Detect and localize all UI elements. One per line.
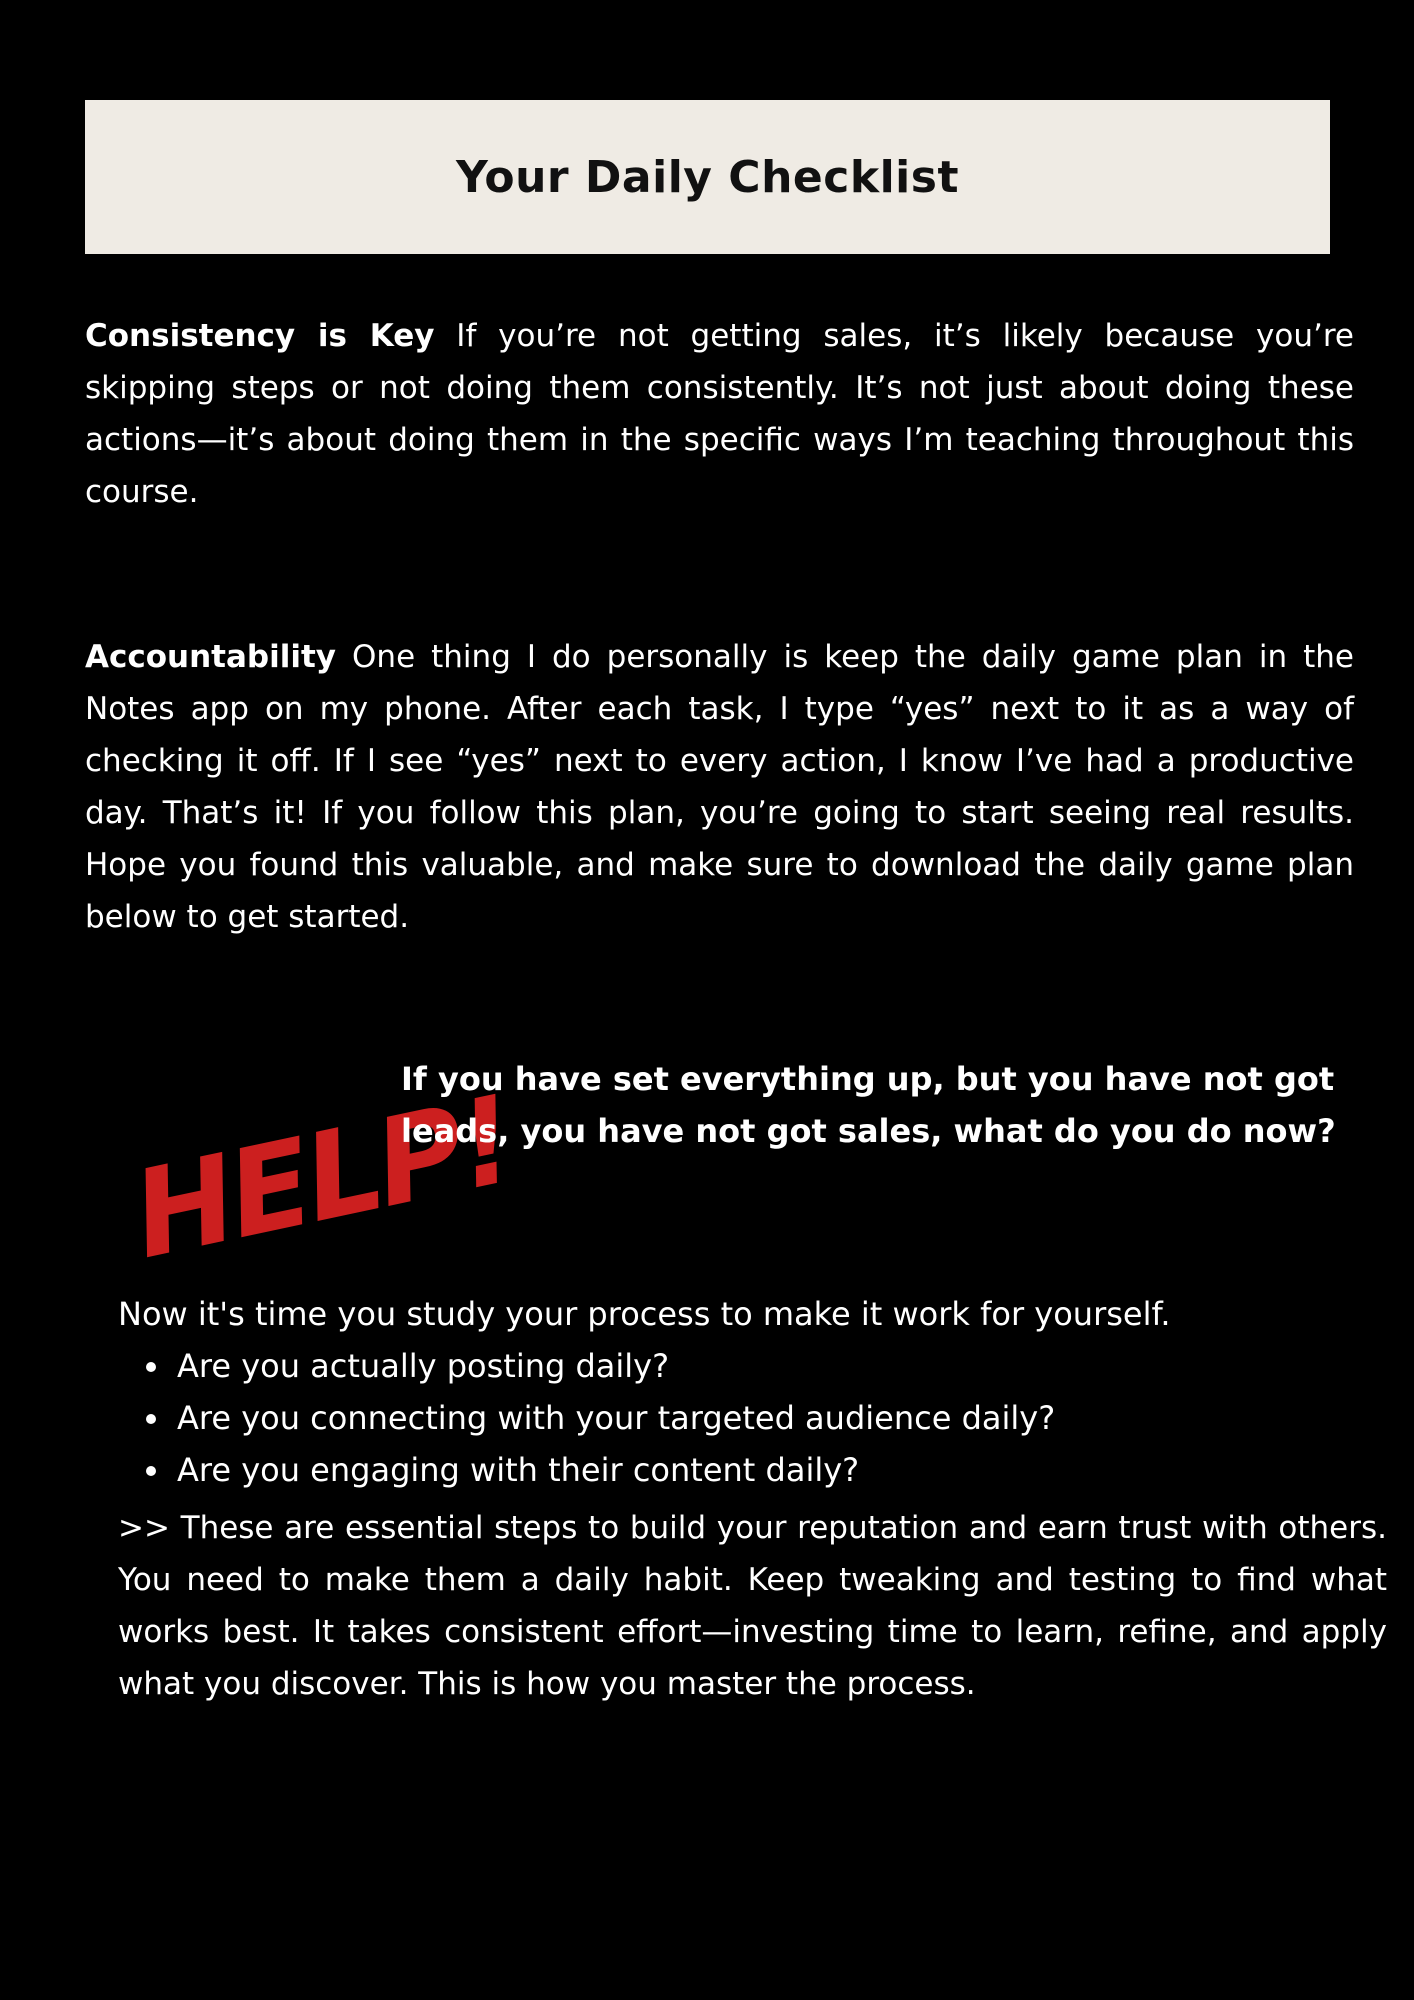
- checklist-item: [118, 1444, 1387, 1496]
- help-question: If you have set everything up, but you have not got leads, you have not got sales, what do you do now?: [401, 1060, 1336, 1150]
- process-section: [118, 1288, 1387, 1710]
- checklist-item-text: Are you actually posting daily?: [177, 1347, 670, 1385]
- bullet-icon: [146, 1414, 156, 1424]
- accountability-paragraph: [85, 631, 1354, 943]
- consistency-paragraph: [85, 310, 1354, 518]
- help-graphic: [110, 1058, 524, 1287]
- process-intro: Now it's time you study your process to make it work for yourself.: [118, 1295, 1171, 1333]
- bullet-icon: [146, 1466, 156, 1476]
- checklist-item: [118, 1340, 1387, 1392]
- process-checklist: [118, 1340, 1387, 1496]
- consistency-heading: Consistency is Key: [85, 318, 435, 354]
- checklist-item: [118, 1392, 1387, 1444]
- consistency-body: If you’re not getting sales, it’s likely because you’re skipping steps or not doing them consistently. It’s not just about doing these actions—it’s about doing them in the specific ways I’m teaching throughout this course.: [85, 318, 1354, 510]
- page-title: Your Daily Checklist: [456, 151, 959, 203]
- checklist-item-text: Are you connecting with your targeted audience daily?: [177, 1399, 1056, 1437]
- bullet-icon: [146, 1362, 156, 1372]
- accountability-heading: Accountability: [85, 639, 337, 675]
- help-exclamation-icon: [110, 1058, 524, 1287]
- title-banner: [85, 100, 1330, 254]
- process-closing: >> These are essential steps to build your reputation and earn trust with others. You need to make them a daily habit. Keep tweaking and testing to find what works best. It takes consistent effort—investing time to learn, refine, and apply what you discover. This is how you master the process.: [118, 1510, 1387, 1702]
- accountability-body: One thing I do personally is keep the daily game plan in the Notes app on my phone. After each task, I type “yes” next to it as a way of checking it off. If I see “yes” next to every action, I know I’ve had a productive day. That’s it! If you follow this plan, you’re going to start seeing real results. Hope you found this valuable, and make sure to download the daily game plan below to get started.: [85, 639, 1354, 935]
- help-graphic-text: HELP!: [121, 1070, 524, 1287]
- checklist-item-text: Are you engaging with their content daily?: [177, 1451, 860, 1489]
